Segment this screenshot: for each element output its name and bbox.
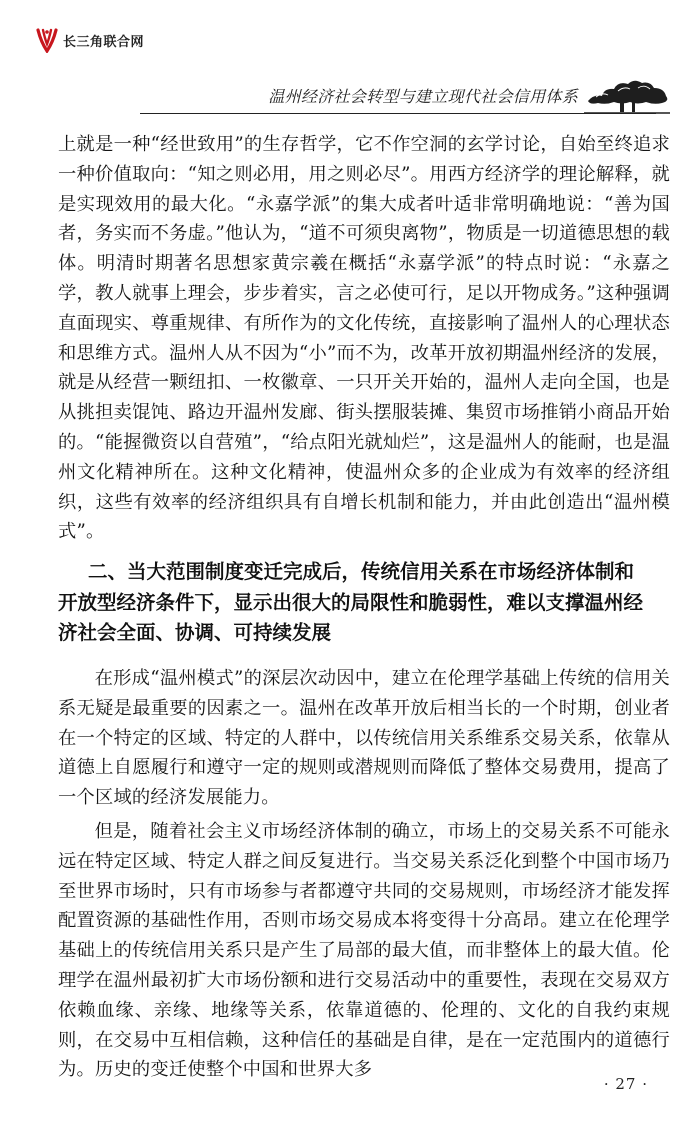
running-header bbox=[0, 72, 700, 116]
site-name: 长三角联合网 bbox=[63, 34, 145, 50]
site-logo-icon bbox=[36, 27, 58, 53]
paragraph-text: 但是，随着社会主义市场经济体制的确立，市场上的交易关系不可能永远在特定区域、特定人群之间反复进行。当交易关系泛化到整个中国市场乃至世界市场时，只有市场参与者都遵守共同的交易规则，市场经济才能发挥配置资源的基础性作用，否则市场交易成本将变得十分高昂。建立在伦理学基础上的传统信用关系只是产生了局部的最大值，而非整体上的最大值。伦理学在温州最初扩大市场份额和进行交易活动中的重要性，表现在交易双方依赖血缘、亲缘、地缘等关系，依靠道德的、伦理的、文化的自我约束规则，在交易中互相信赖，这种信任的基础是自律，是在一定范围内的道德行为。历史的变迁使整个中国和世界大多 bbox=[58, 821, 670, 1081]
paragraph-text: 在形成“温州模式”的深层次动因中，建立在伦理学基础上传统的信用关系无疑是最重要的因素之一。温州在改革开放后相当长的一个时期，创业者在一个特定的区域、特定的人群中，以传统信用关系维系交易关系，依靠从道德上自愿履行和遵守一定的规则或潜规则而降低了整体交易费用，提高了一个区域的经济发展能力。 bbox=[58, 668, 670, 809]
running-title: 温州经济社会转型与建立现代社会信用体系 bbox=[268, 87, 578, 106]
body-paragraph-2 bbox=[58, 664, 670, 813]
tree-ornament-icon bbox=[584, 74, 670, 114]
page-number: · 27 · bbox=[603, 1075, 648, 1093]
paragraph-text: 上就是一种“经世致用”的生存哲学，它不作空洞的玄学讨论，自始至终追求一种价值取向：“知之则必用，用之则必尽”。用西方经济学的理论解释，就是实现效用的最大化。“永嘉学派”的集大成者叶适非常明确地说：“善为国者，务实而不务虚。”他认为，“道不可须臾离物”，物质是一切道德思想的载体。明清时期著名思想家黄宗羲在概括“永嘉学派”的特点时说：“永嘉之学，教人就事上理会，步步着实，言之必使可行，足以开物成务。”这种强调直面现实、尊重规律、有所作为的文化传统，直接影响了温州人的心理状态和思维方式。温州人从不因为“小”而不为，改革开放初期温州经济的发展，就是从经营一颗纽扣、一枚徽章、一只开关开始的，温州人走向全国，也是从挑担卖馄饨、路边开温州发廊、街头摆服装摊、集贸市场推销小商品开始的。“能握微资以自营殖”，“给点阳光就灿烂”，这是温州人的能耐，也是温州文化精神所在。这种文化精神，使温州众多的企业成为有效率的经济组织，这些有效率的经济组织具有自增长机制和能力，并由此创造出“温州模式”。 bbox=[58, 134, 670, 543]
site-logo bbox=[36, 26, 144, 54]
section-heading: 二、当大范围制度变迁完成后，传统信用关系在市场经济体制和开放型经济条件下，显示出很大的局限性和脆弱性，难以支撑温州经济社会全面、协调、可持续发展 bbox=[58, 560, 644, 645]
header-rule bbox=[140, 113, 656, 114]
body-paragraph-1 bbox=[58, 130, 670, 547]
body-paragraph-3 bbox=[58, 817, 670, 1085]
